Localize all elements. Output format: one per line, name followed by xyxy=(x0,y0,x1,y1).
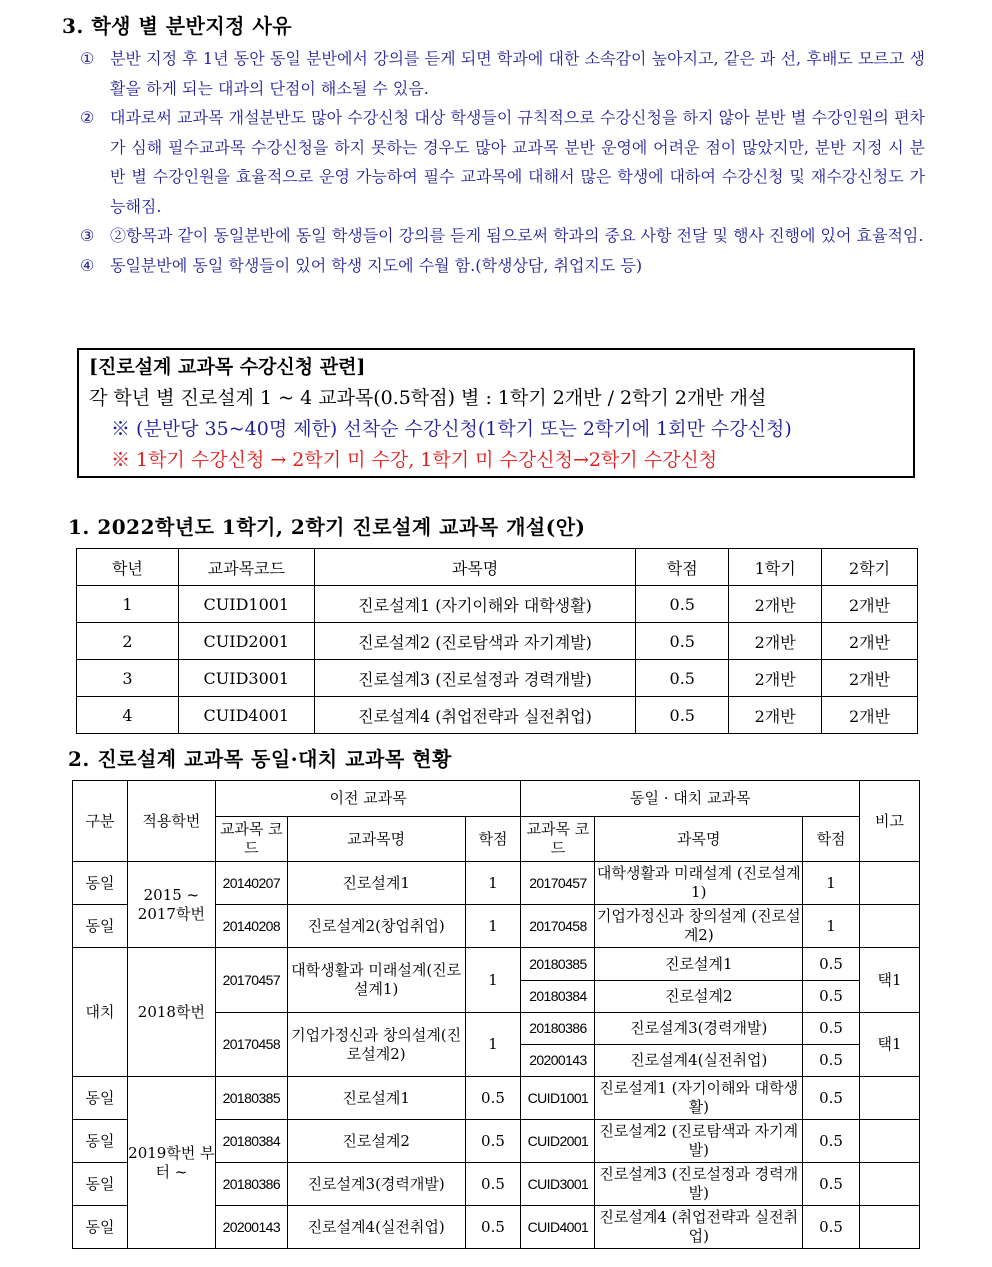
reason-text: ②항목과 같이 동일분반에 동일 학생들이 강의를 듣게 됨으로써 학과의 중요 사항 전달 및 행사 진행에 있어 효율적임. xyxy=(110,226,924,245)
prev-name-cell: 기업가정신과 창의설계(진로설계2) xyxy=(287,1013,465,1077)
course-name-cell: 진로설계4 (취업전략과 실전취업) xyxy=(314,697,636,734)
new-name-cell: 진로설계4 (취업전략과 실전취업) xyxy=(595,1206,803,1249)
gubun-cell: 동일 xyxy=(73,1120,128,1163)
code-cell: CUID4001 xyxy=(178,697,314,734)
course-name-cell: 진로설계3 (진로설정과 경력개발) xyxy=(314,660,636,697)
table-row xyxy=(77,586,918,623)
new-code-cell: 20180384 xyxy=(521,981,595,1013)
gubun-cell: 동일 xyxy=(73,1163,128,1206)
header-note: 비고 xyxy=(860,781,920,862)
new-code-cell: 20170458 xyxy=(521,905,595,948)
new-name-cell: 진로설계2 xyxy=(595,981,803,1013)
reason-number: ② xyxy=(80,108,95,127)
new-code-cell: 20180386 xyxy=(521,1013,595,1045)
note-cell: 택1 xyxy=(860,948,920,1013)
section-3-title: 3. 학생 별 분반지정 사유 xyxy=(62,14,293,38)
credit-cell: 1 xyxy=(465,862,521,905)
course-name-cell: 진로설계2 (진로탐색과 자기계발) xyxy=(314,623,636,660)
new-code-cell: 20200143 xyxy=(521,1045,595,1077)
new-name-cell: 진로설계3 (진로설정과 경력개발) xyxy=(595,1163,803,1206)
term2-cell: 2개반 xyxy=(822,660,918,697)
equivalent-course-table xyxy=(72,780,920,1249)
new-credit-cell: 0.5 xyxy=(803,1077,860,1120)
year-cell: 2015 ~ 2017학번 xyxy=(127,862,215,948)
reason-number: ③ xyxy=(80,226,95,245)
table-row xyxy=(77,660,918,697)
gubun-cell: 동일 xyxy=(73,905,128,948)
year-cell: 2018학번 xyxy=(127,948,215,1077)
note-cell xyxy=(860,862,920,905)
table-header-row xyxy=(73,781,920,817)
code-cell: 20170457 xyxy=(215,948,287,1013)
new-code-cell: 20170457 xyxy=(521,862,595,905)
note-cell xyxy=(860,905,920,948)
credit-cell: 0.5 xyxy=(636,623,729,660)
notice-line: 각 학년 별 진로설계 1 ~ 4 교과목(0.5학점) 별 : 1학기 2개반 / 2학기 2개반 개설 xyxy=(89,387,767,409)
notice-line: ※ 1학기 수강신청 → 2학기 미 수강, 1학기 미 수강신청→2학기 수강신청 xyxy=(111,449,718,471)
table-row xyxy=(77,623,918,660)
new-credit-cell: 0.5 xyxy=(803,1120,860,1163)
note-cell xyxy=(860,1163,920,1206)
term1-cell: 2개반 xyxy=(729,586,822,623)
notice-line: ※ (분반당 35~40명 제한) 선착순 수강신청(1학기 또는 2학기에 1회만 수강신청) xyxy=(111,418,792,440)
new-credit-cell: 1 xyxy=(803,862,860,905)
prev-name-cell: 진로설계3(경력개발) xyxy=(287,1163,465,1206)
note-cell: 택1 xyxy=(860,1013,920,1077)
prev-name-cell: 진로설계4(실전취업) xyxy=(287,1206,465,1249)
new-credit-cell: 0.5 xyxy=(803,1163,860,1206)
header-new-course: 동일 · 대치 교과목 xyxy=(521,781,860,817)
header-cell: 학점 xyxy=(636,549,729,586)
header-new-code: 교과목 코드 xyxy=(521,817,595,862)
new-credit-cell: 0.5 xyxy=(803,1206,860,1249)
header-cell: 학년 xyxy=(77,549,179,586)
gubun-cell: 동일 xyxy=(73,1206,128,1249)
term1-cell: 2개반 xyxy=(729,697,822,734)
reason-number: ④ xyxy=(80,255,95,275)
new-name-cell: 대학생활과 미래설계 (진로설계1) xyxy=(595,862,803,905)
new-name-cell: 진로설계1 (자기이해와 대학생활) xyxy=(595,1077,803,1120)
note-cell xyxy=(860,1206,920,1249)
header-year: 적용학번 xyxy=(127,781,215,862)
table-row xyxy=(73,862,920,905)
new-name-cell: 진로설계1 xyxy=(595,948,803,981)
prev-name-cell: 진로설계1 xyxy=(287,862,465,905)
header-gubun: 구분 xyxy=(73,781,128,862)
course-open-table xyxy=(76,548,918,734)
reason-item xyxy=(80,251,925,281)
code-cell: 20140208 xyxy=(215,905,287,948)
gubun-cell: 동일 xyxy=(73,862,128,905)
header-prev-course: 이전 교과목 xyxy=(215,781,521,817)
code-cell: CUID2001 xyxy=(178,623,314,660)
credit-cell: 0.5 xyxy=(636,660,729,697)
code-cell: 20170458 xyxy=(215,1013,287,1077)
header-new-name: 과목명 xyxy=(595,817,803,862)
code-cell: 20200143 xyxy=(215,1206,287,1249)
header-cell: 1학기 xyxy=(729,549,822,586)
grade-cell: 4 xyxy=(77,697,179,734)
code-cell: CUID3001 xyxy=(178,660,314,697)
reason-number: ① xyxy=(80,49,95,68)
header-cell: 과목명 xyxy=(314,549,636,586)
grade-cell: 3 xyxy=(77,660,179,697)
credit-cell: 1 xyxy=(465,948,521,1013)
prev-name-cell: 진로설계2 xyxy=(287,1120,465,1163)
term1-cell: 2개반 xyxy=(729,623,822,660)
new-credit-cell: 0.5 xyxy=(803,1045,860,1077)
credit-cell: 0.5 xyxy=(465,1206,521,1249)
gubun-cell: 동일 xyxy=(73,1077,128,1120)
notice-box xyxy=(77,348,915,478)
reason-item xyxy=(80,44,925,103)
notice-title: [진로설계 교과목 수강신청 관련] xyxy=(89,356,366,378)
credit-cell: 0.5 xyxy=(636,586,729,623)
table-row xyxy=(73,1077,920,1120)
term2-cell: 2개반 xyxy=(822,623,918,660)
prev-name-cell: 진로설계2(창업취업) xyxy=(287,905,465,948)
new-code-cell: CUID2001 xyxy=(521,1120,595,1163)
new-code-cell: CUID4001 xyxy=(521,1206,595,1249)
code-cell: 20180385 xyxy=(215,1077,287,1120)
prev-name-cell: 대학생활과 미래설계(진로설계1) xyxy=(287,948,465,1013)
code-cell: 20180384 xyxy=(215,1120,287,1163)
credit-cell: 0.5 xyxy=(636,697,729,734)
table-1-title: 1. 2022학년도 1학기, 2학기 진로설계 교과목 개설(안) xyxy=(68,515,586,539)
credit-cell: 1 xyxy=(465,1013,521,1077)
new-code-cell: CUID1001 xyxy=(521,1077,595,1120)
term2-cell: 2개반 xyxy=(822,697,918,734)
header-code: 교과목 코드 xyxy=(215,817,287,862)
credit-cell: 0.5 xyxy=(465,1077,521,1120)
new-code-cell: CUID3001 xyxy=(521,1163,595,1206)
code-cell: CUID1001 xyxy=(178,586,314,623)
year-cell: 2019학번 부터 ~ xyxy=(127,1077,215,1249)
code-cell: 20180386 xyxy=(215,1163,287,1206)
header-credit: 학점 xyxy=(465,817,521,862)
credit-cell: 0.5 xyxy=(465,1120,521,1163)
table-2-title: 2. 진로설계 교과목 동일·대치 교과목 현황 xyxy=(68,747,452,771)
new-code-cell: 20180385 xyxy=(521,948,595,981)
reason-item xyxy=(80,221,925,251)
header-new-credit: 학점 xyxy=(803,817,860,862)
gubun-cell: 대치 xyxy=(73,948,128,1077)
new-name-cell: 진로설계4(실전취업) xyxy=(595,1045,803,1077)
header-cell: 교과목코드 xyxy=(178,549,314,586)
course-name-cell: 진로설계1 (자기이해와 대학생활) xyxy=(314,586,636,623)
note-cell xyxy=(860,1077,920,1120)
term1-cell: 2개반 xyxy=(729,660,822,697)
table-header-row xyxy=(77,549,918,586)
table-row xyxy=(77,697,918,734)
new-name-cell: 기업가정신과 창의설계 (진로설계2) xyxy=(595,905,803,948)
code-cell: 20140207 xyxy=(215,862,287,905)
reason-text: 분반 지정 후 1년 동안 동일 분반에서 강의를 듣게 되면 학과에 대한 소속감이 높아지고, 같은 과 선, 후배도 모르고 생활을 하게 되는 대과의 단점이 해소될 수 있음. xyxy=(110,49,925,98)
reasons-list xyxy=(80,44,925,280)
term2-cell: 2개반 xyxy=(822,586,918,623)
note-cell xyxy=(860,1120,920,1163)
new-credit-cell: 0.5 xyxy=(803,981,860,1013)
header-cell: 2학기 xyxy=(822,549,918,586)
new-name-cell: 진로설계3(경력개발) xyxy=(595,1013,803,1045)
credit-cell: 0.5 xyxy=(465,1163,521,1206)
header-prev-name: 교과목명 xyxy=(287,817,465,862)
grade-cell: 1 xyxy=(77,586,179,623)
new-credit-cell: 0.5 xyxy=(803,1013,860,1045)
reason-item xyxy=(80,103,925,221)
grade-cell: 2 xyxy=(77,623,179,660)
prev-name-cell: 진로설계1 xyxy=(287,1077,465,1120)
table-row xyxy=(73,948,920,981)
reason-text: 동일분반에 동일 학생들이 있어 학생 지도에 수월 함.(학생상담, 취업지도 등) xyxy=(110,255,643,275)
credit-cell: 1 xyxy=(465,905,521,948)
reason-text: 대과로써 교과목 개설분반도 많아 수강신청 대상 학생들이 규칙적으로 수강신청을 하지 않아 분반 별 수강인원의 편차가 심해 필수교과목 수강신청을 하지 못하는 경우도 많아 교과목 분반 운영에 어려운 점이 많았지만, 분반 지정 시 분반 별 수강인원을 효율적으로 운영 가능하여 필수 교과목에 대해서 많은 학생에 대하여 수강신청 및 재수강신청도 가능해짐. xyxy=(110,108,925,216)
new-name-cell: 진로설계2 (진로탐색과 자기계발) xyxy=(595,1120,803,1163)
new-credit-cell: 1 xyxy=(803,905,860,948)
new-credit-cell: 0.5 xyxy=(803,948,860,981)
